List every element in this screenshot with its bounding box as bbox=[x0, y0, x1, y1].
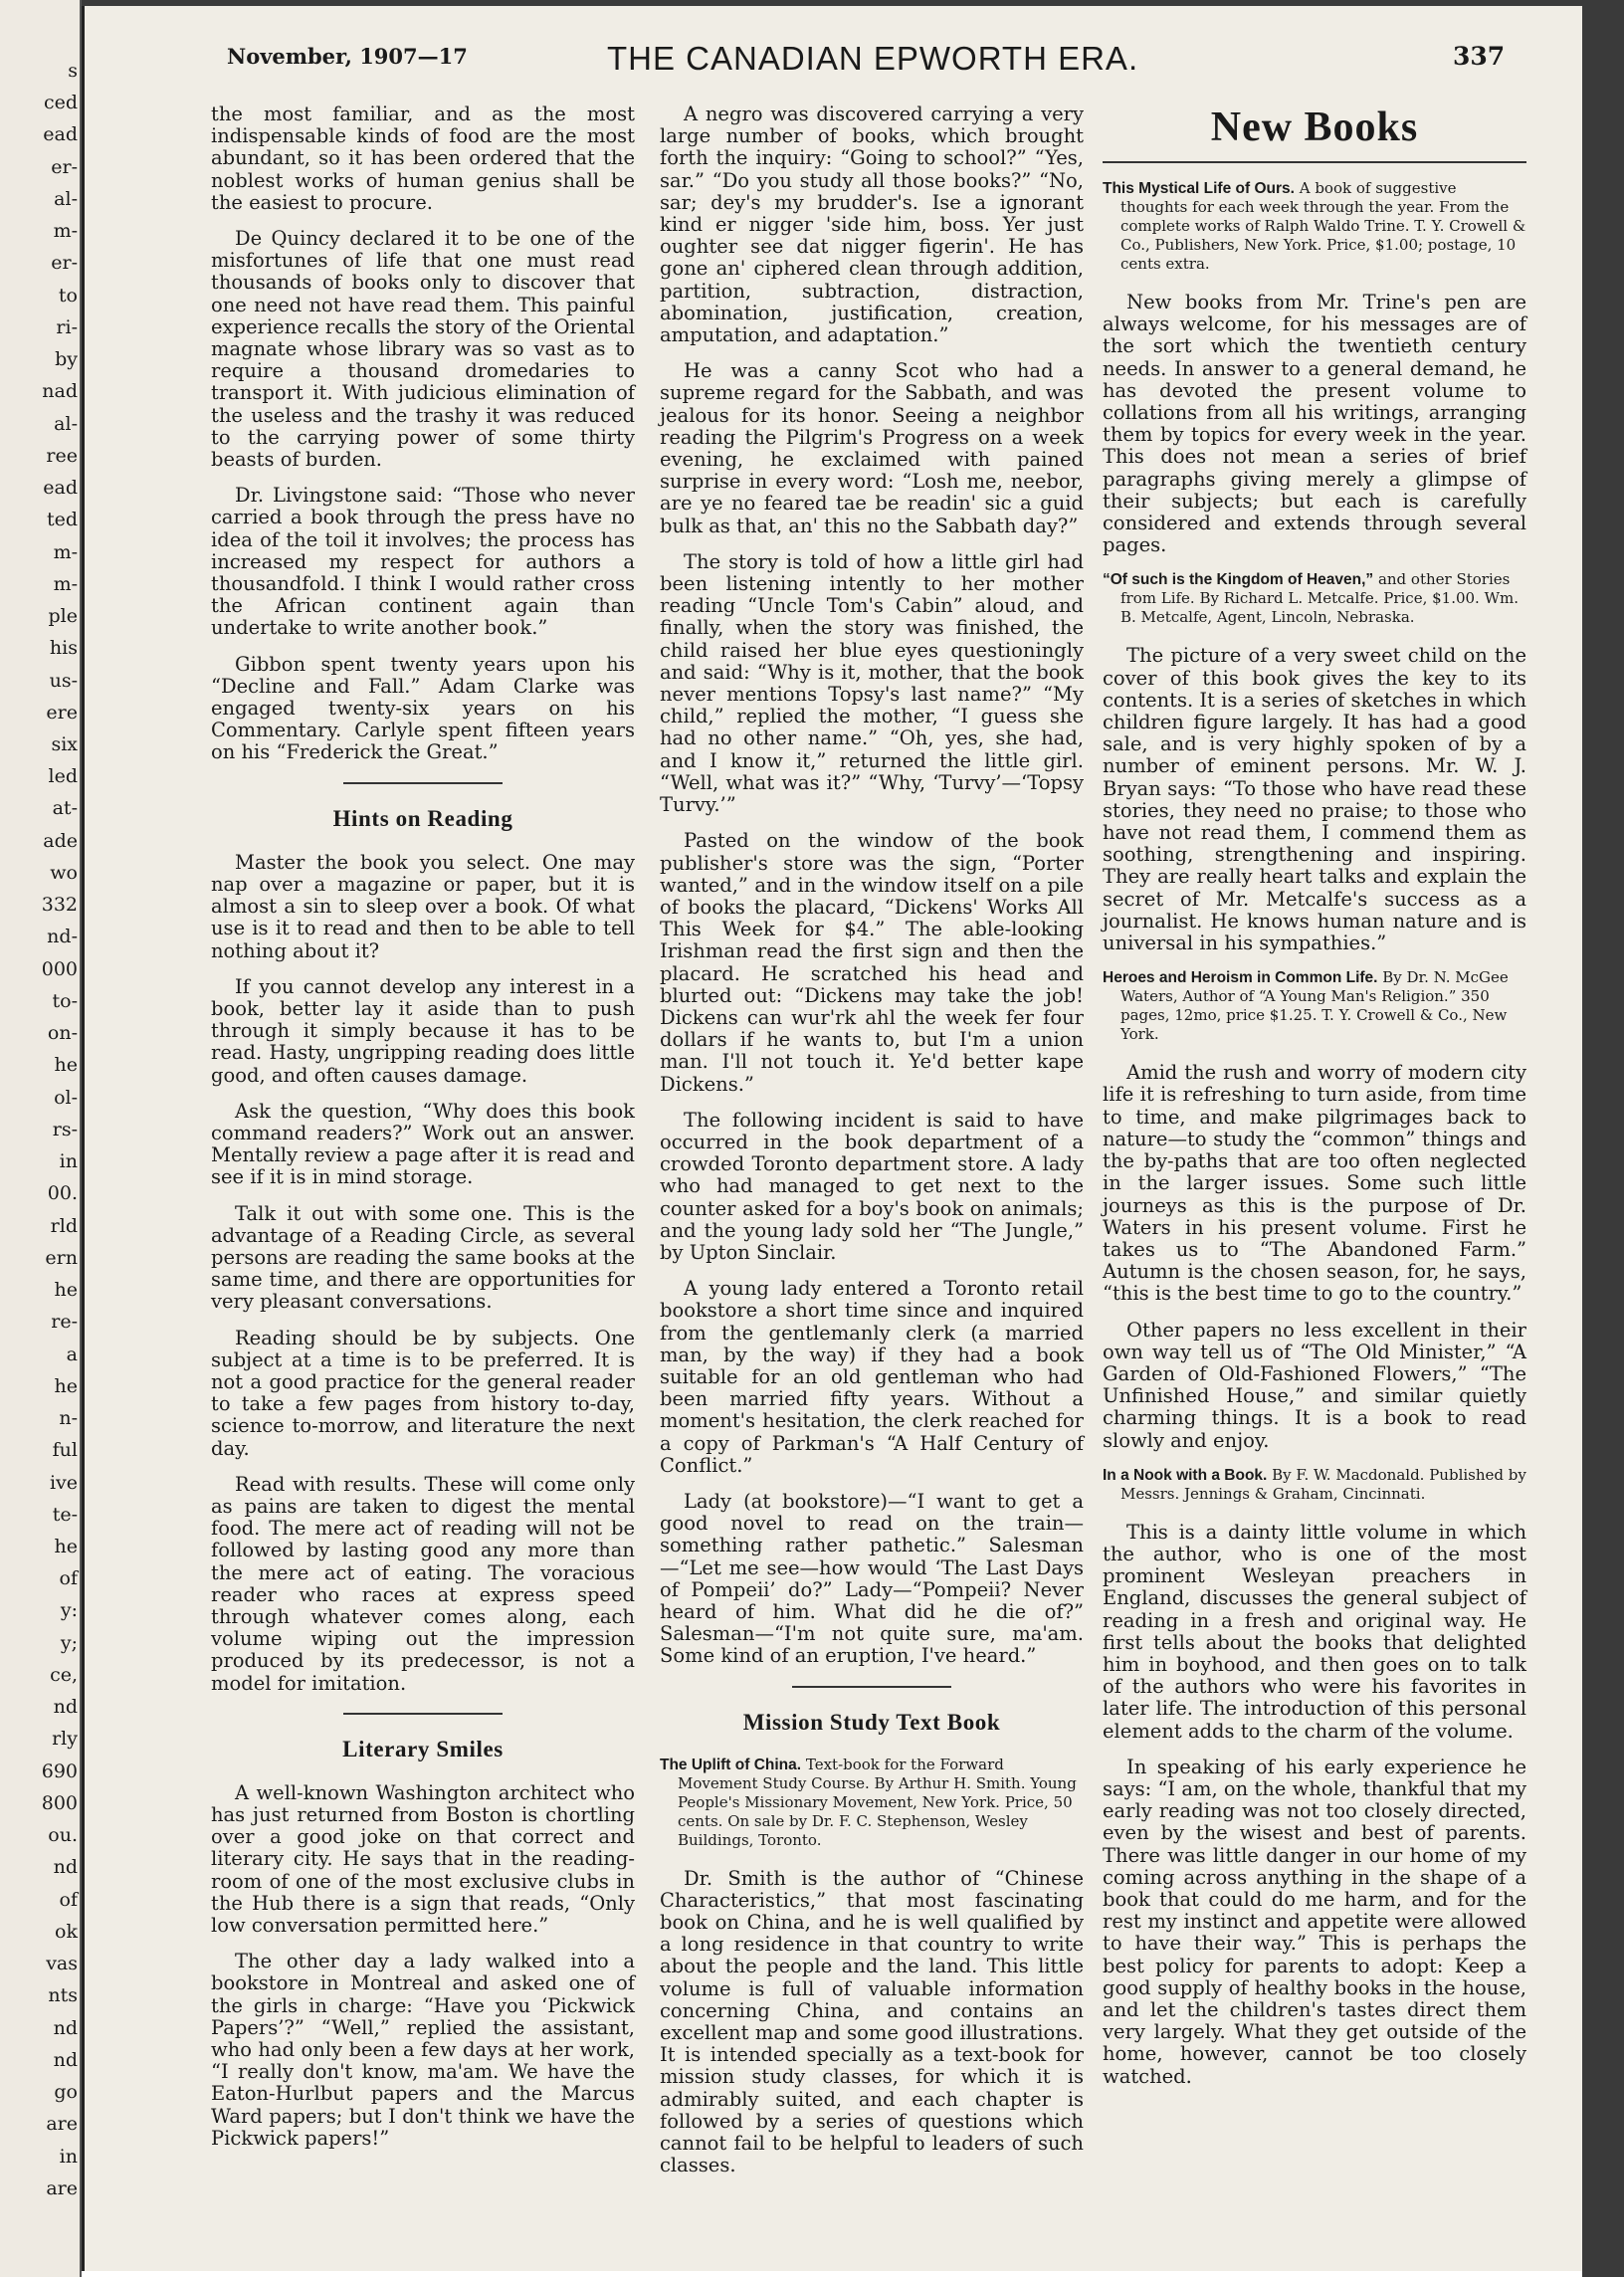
paragraph: He was a canny Scot who had a supreme regard for the Sabbath, and was jealous for its honor. Seeing a neighbor reading the Pilgrim's Progress on a week evening, he exclaimed with pained surprise in every word: “Losh me, neebor, are ye no feared tae be readin' sic a guid bulk as that, an' this no the Sabbath day?” bbox=[660, 359, 1084, 537]
section-heading-mission: Mission Study Text Book bbox=[742, 1709, 1001, 1735]
margin-fragment: ri- bbox=[56, 315, 78, 338]
margin-fragment: nd bbox=[53, 1696, 78, 1719]
paragraph: The following incident is said to have occurred in the book department of a crowded Toronto department store. A lady who had managed to get next to the counter asked for a boy's book on animals; and the young lady sold her “The Jungle,” by Upton Sinclair. bbox=[660, 1108, 1084, 1264]
magazine-title: THE CANADIAN EPWORTH ERA. bbox=[607, 40, 1139, 77]
margin-fragment: are bbox=[46, 2176, 78, 2199]
paragraph: A young lady entered a Toronto retail bookstore a short time since and inquired from the gentlemanly clerk (a married man, by the way) if they had a book suitable for an old gentleman who had been married fifty years. Without a moment's hesitation, the clerk reached for a copy of Parkman's “A Half Century of Conflict.” bbox=[660, 1277, 1084, 1477]
margin-fragment: ree bbox=[46, 444, 78, 467]
margin-fragment: go bbox=[54, 2081, 78, 2104]
book-notice bbox=[1103, 570, 1526, 627]
margin-fragment: te- bbox=[52, 1503, 78, 1526]
paragraph: De Quincy declared it to be one of the misfortunes of life that one must read thousands of books only to discover that one need not have read them. This painful experience recalls the story of the Oriental magnate whose library was so vast as to require a thousand dromedaries to transport it. With judicious elimination of the useless and the trashy it was reduced to the carrying power of some thirty beasts of burden. bbox=[211, 227, 635, 472]
column-middle bbox=[660, 104, 1084, 2190]
margin-fragment: re- bbox=[51, 1311, 78, 1334]
margin-fragment: by bbox=[55, 348, 78, 371]
margin-fragment: n- bbox=[59, 1407, 78, 1430]
paragraph: Dr. Livingstone said: “Those who never carried a book through the press have no idea of the toil it involves; the process has increased my respect for authors a thousandfold. I think I would rather cross the African continent again than undertake to write another book.” bbox=[211, 484, 635, 640]
heading-rule bbox=[1103, 161, 1526, 163]
paragraph: This is a dainty little volume in which the author, who is one of the most prominent Wesleyan preachers in England, discusses the general subject of reading in a fresh and original way. He first tells about the books that delighted him in boyhood, and then goes on to talk of the authors who were his favorites in later life. The introduction of this personal element adds to the charm of the volume. bbox=[1103, 1520, 1526, 1743]
margin-fragment: of bbox=[59, 1567, 78, 1590]
new-books-heading: New Books bbox=[1210, 104, 1419, 150]
paragraph: Read with results. These will come only as pains are taken to digest the mental food. The mere act of reading will not be followed by lasting good any more than the mere act of eating. The voracious reader who races at express speed through whatever comes along, each volume wiping out the impression produced by its predecessor, is not a model for imitation. bbox=[211, 1472, 635, 1695]
paragraph: The picture of a very sweet child on the cover of this book gives the key to its contents. It is a series of sketches in which children figure largely. It has had a good sale, and is very highly spoken of by a number of eminent persons. Mr. W. J. Bryan says: “To those who have read these stories, they need no praise; to those who have not read them, I commend them as soothing, strengthening and inspiring. They are really heart talks and explain the secret of Mr. Metcalfe's success as a journalist. He knows human nature and is universal in his sympathies.” bbox=[1103, 644, 1526, 955]
margin-fragment: ted bbox=[46, 509, 78, 531]
book-title: The Uplift of China. bbox=[660, 1756, 802, 1773]
book-details: and other Stories from Life. By Richard L. Metcalfe. Price, $1.00. Wm. B. Metcalfe, Agent, Lincoln, Nebraska. bbox=[1120, 570, 1519, 627]
margin-fragment: ful bbox=[52, 1439, 78, 1462]
section-heading-smiles: Literary Smiles bbox=[342, 1736, 504, 1761]
book-details: By Dr. N. McGee Waters, Author of “A Young Man's Religion.” 350 pages, 12mo, price $1.25. T. Y. Crowell & Co., New York. bbox=[1120, 968, 1509, 1044]
adjacent-page-margin bbox=[0, 0, 82, 2277]
paragraph: Reading should be by subjects. One subject at a time is to be preferred. It is not a good practice for the general reader to take a few pages from history to-day, science to-morrow, and literature the next day. bbox=[211, 1326, 635, 1460]
margin-fragment: al- bbox=[54, 412, 78, 435]
paragraph: the most familiar, and as the most indispensable kinds of food are the most abundant, so it has been ordered that the noblest works of human genius shall be the easiest to procure. bbox=[211, 103, 635, 214]
book-details: By F. W. Macdonald. Published by Messrs. Jennings & Graham, Cincinnati. bbox=[1120, 1465, 1526, 1503]
margin-fragment: 690 bbox=[41, 1760, 78, 1782]
paragraph: Ask the question, “Why does this book command readers?” Work out an answer. Mentally review a page after it is read and see if it is in mind storage. bbox=[211, 1099, 635, 1189]
margin-fragment: he bbox=[54, 1279, 78, 1302]
margin-fragment: ced bbox=[43, 92, 78, 114]
margin-fragment: al- bbox=[54, 187, 78, 210]
book-title: Heroes and Heroism in Common Life. bbox=[1103, 969, 1378, 987]
book-title: This Mystical Life of Ours. bbox=[1103, 180, 1295, 197]
paragraph: The story is told of how a little girl had been listening intently to her mother reading “Uncle Tom's Cabin” aloud, and finally, when the story was finished, the child raised her blue eyes questioningly and said: “Why is it, mother, that the book never mentions Topsy's last name?” “My child,” replied the mother, “I guess she had no other name.” “Oh, yes, she had, and I know it,” returned the little girl. “Well, what was it?” “Why, ‘Turvy’—‘Topsy Turvy.’” bbox=[660, 549, 1084, 817]
paragraph: Master the book you select. One may nap over a magazine or paper, but it is almost a sin to sleep over a book. Of what use is it to read and then to be able to tell nothing about it? bbox=[211, 850, 635, 962]
margin-fragment: ou. bbox=[48, 1824, 78, 1847]
margin-fragment: ce, bbox=[50, 1663, 78, 1686]
margin-fragment: rs- bbox=[52, 1118, 78, 1140]
margin-fragment: led bbox=[48, 765, 78, 788]
book-details: A book of suggestive thoughts for each week through the year. From the complete works of Ralph Waldo Trine. T. Y. Crowell & Co., Publishers, New York. Price, $1.00; postage, 10 cents extra. bbox=[1120, 179, 1526, 273]
book-title: “Of such is the Kingdom of Heaven,” bbox=[1103, 571, 1374, 589]
margin-fragment: to- bbox=[52, 989, 78, 1012]
paragraph: In speaking of his early experience he says: “I am, on the whole, thankful that my early reading was not too closely directed, even by the wisest and best of parents. There was little danger in our home of my coming across anything in the shape of a book that could do me harm, and for the rest my instinct and appetite were allowed to have their way.” This is perhaps the best policy for parents to adopt: Keep a good supply of healthy books in the house, and let the children's tastes direct them very largely. What they get outside of the home, however, cannot be too closely watched. bbox=[1103, 1755, 1526, 2088]
paragraph: New books from Mr. Trine's pen are always welcome, for his messages are of the sort which the twentieth century needs. In answer to a general demand, he has devoted the present volume to collations from all his writings, arranging them by topics for every week in the year. This does not mean a series of brief paragraphs giving merely a glimpse of their subjects; but each is carefully considered and extends through several pages. bbox=[1103, 291, 1526, 557]
margin-fragment: nd- bbox=[47, 926, 78, 948]
paragraph: Gibbon spent twenty years upon his “Decline and Fall.” Adam Clarke was engaged twenty-six years on his Commentary. Carlyle spent fifteen years on his “Frederick the Great.” bbox=[211, 652, 635, 764]
margin-fragment: to bbox=[58, 284, 78, 307]
book-notice bbox=[1103, 968, 1526, 1044]
book-details: Text-book for the Forward Movement Study Course. By Arthur H. Smith. Young People's Missionary Movement, New York. Price, 50 cents. On sale by Dr. F. C. Stephenson, Wesley Buildings, Toronto. bbox=[678, 1755, 1077, 1849]
paragraph: A negro was discovered carrying a very large number of books, which brought forth the inquiry: “Going to school?” “Yes, sar.” “Do you study all those books?” “No, sar; dey's my brudder's. Ise a ignorant kind er nigger 'side him, boss. Yer just oughter see dat nigger figerin'. He has gone an' ciphered clean through addition, partition, subtraction, distraction, abomination, justification, creation, amputation, and adaptation.” bbox=[660, 103, 1084, 347]
margin-fragment: 800 bbox=[41, 1791, 78, 1814]
margin-fragment: ead bbox=[43, 477, 78, 500]
margin-fragment: his bbox=[49, 637, 78, 660]
book-notice bbox=[1103, 1466, 1526, 1504]
margin-fragment: ol- bbox=[54, 1086, 78, 1109]
page-number: 337 bbox=[1453, 42, 1506, 71]
section-divider bbox=[343, 782, 503, 784]
margin-fragment: ade bbox=[43, 829, 78, 852]
margin-fragment: rly bbox=[52, 1728, 78, 1751]
margin-fragment: ere bbox=[46, 701, 78, 724]
page-binding-edge bbox=[1582, 0, 1624, 2277]
margin-fragment: 332 bbox=[41, 894, 78, 917]
column-left bbox=[211, 104, 635, 2164]
margin-fragment: 000 bbox=[41, 957, 78, 980]
margin-fragment: six bbox=[51, 733, 78, 755]
margin-fragment: wo bbox=[50, 861, 78, 884]
margin-fragment: m- bbox=[53, 572, 78, 595]
margin-fragment: ern bbox=[45, 1246, 78, 1269]
paragraph: Dr. Smith is the author of “Chinese Characteristics,” that most fascinating book on China, and he is well qualified by a long residence in that country to write about the people and the land. This little volume is full of valuable information concerning China, and contains an excellent map and some good illustrations. It is intended specially as a text-book for mission study classes, for which it is admirably suited, and each chapter is followed by a series of questions which cannot fail to be helpful to leaders of such classes. bbox=[660, 1866, 1084, 2177]
margin-fragment: nad bbox=[42, 380, 78, 403]
margin-fragment: ive bbox=[49, 1471, 78, 1494]
margin-fragment: in bbox=[59, 1150, 78, 1173]
paragraph: A well-known Washington architect who has just returned from Boston is chortling over a good joke on that correct and literary city. He says that in the reading-room of one of the most exclusive clubs in the Hub there is a sign that reads, “Only low conversation permitted here.” bbox=[211, 1780, 635, 1938]
issue-date: November, 1907—17 bbox=[227, 44, 468, 69]
book-notice bbox=[1103, 179, 1526, 274]
margin-fragment: ple bbox=[48, 605, 78, 628]
book-notice bbox=[660, 1756, 1084, 1850]
paragraph: Other papers no less excellent in their own way tell us of “The Old Minister,” “A Garden of Old-Fashioned Flowers,” “The Unfinished House,” and similar quietly charming things. It is a book to read slowly and enjoy. bbox=[1103, 1318, 1526, 1452]
margin-fragment: he bbox=[54, 1374, 78, 1397]
paragraph: Pasted on the window of the book publisher's store was the sign, “Porter wanted,” and in the window itself on a pile of books the placard, “Dickens' Works All This Week for $4.” The able-looking Irishman read the first sign and then the placard. He scratched his head and blurted out: “Dickens may take the job! Dickens can wur'rk ahl the week fer four dollars if he wants to, but I'm a union man. I'll not touch it. Ye'd better kape Dickens.” bbox=[660, 829, 1084, 1096]
column-right bbox=[1103, 104, 1526, 2102]
margin-fragment: y; bbox=[60, 1631, 78, 1654]
margin-fragment: m- bbox=[53, 220, 78, 243]
margin-fragment: y: bbox=[60, 1599, 78, 1622]
section-heading-hints: Hints on Reading bbox=[332, 805, 513, 831]
margin-fragment: nts bbox=[48, 1984, 78, 2007]
book-title: In a Nook with a Book. bbox=[1103, 1466, 1268, 1484]
margin-fragment: vas bbox=[46, 1953, 78, 1975]
margin-fragment: rld bbox=[50, 1214, 78, 1237]
margin-fragment: are bbox=[46, 2113, 78, 2136]
margin-fragment: of bbox=[59, 1888, 78, 1911]
margin-fragment: at- bbox=[52, 797, 78, 820]
margin-fragment: us- bbox=[49, 669, 78, 692]
margin-fragment: a bbox=[66, 1343, 78, 1365]
paragraph: Talk it out with some one. This is the advantage of a Reading Circle, as several persons are reading the same books at the same time, and there are opportunities for very pleasant conversations. bbox=[211, 1201, 635, 1314]
section-divider bbox=[343, 1713, 503, 1715]
paragraph: Amid the rush and worry of modern city life it is refreshing to turn aside, from time to time, and make pilgrimages back to nature—to study the “common” things and the by-paths that are too often neglected in the larger issues. Some such little journeys as this is the purpose of Dr. Waters in his present volume. First he takes us to “The Abandoned Farm.” Autumn is the chosen season, for, he says, “this is the best time to go to the country.” bbox=[1103, 1061, 1526, 1306]
margin-fragment: nd bbox=[53, 2048, 78, 2071]
paragraph: Lady (at bookstore)—“I want to get a good novel to read on the train—something rather pathetic.” Salesman—“Let me see—how would ‘The Last Days of Pompeii’ do?” Lady—“Pompeii? Never heard of him. What did he die of?” Salesman—“I'm not quite sure, ma'am. Some kind of an eruption, I've heard.” bbox=[660, 1489, 1084, 1668]
margin-fragment: s bbox=[68, 60, 78, 82]
margin-fragment: ead bbox=[43, 123, 78, 146]
margin-fragment: 00. bbox=[47, 1182, 78, 1205]
margin-fragment: nd bbox=[53, 1856, 78, 1879]
margin-fragment: nd bbox=[53, 2016, 78, 2039]
margin-fragment: er- bbox=[51, 155, 78, 178]
margin-fragment: in bbox=[59, 2145, 78, 2168]
margin-fragment: he bbox=[54, 1535, 78, 1557]
margin-fragment: ok bbox=[55, 1920, 78, 1943]
margin-fragment: he bbox=[54, 1054, 78, 1077]
margin-fragment: on- bbox=[47, 1022, 78, 1045]
section-divider bbox=[792, 1686, 951, 1688]
paragraph: The other day a lady walked into a bookstore in Montreal and asked one of the girls in charge: “Have you ‘Pickwick Papers’?” “Well,” replied the assistant, who had only been a few days at her work, “I really don't know, ma'am. We have the Eaton-Hurlbut papers and the Marcus Ward papers; but I don't think we have the Pickwick papers!” bbox=[211, 1950, 635, 2150]
paragraph: If you cannot develop any interest in a book, better lay it aside than to push through it simply because it has to be read. Hasty, ungripping reading does little good, and often causes damage. bbox=[211, 974, 635, 1087]
margin-fragment: m- bbox=[53, 540, 78, 563]
margin-fragment: er- bbox=[51, 252, 78, 275]
